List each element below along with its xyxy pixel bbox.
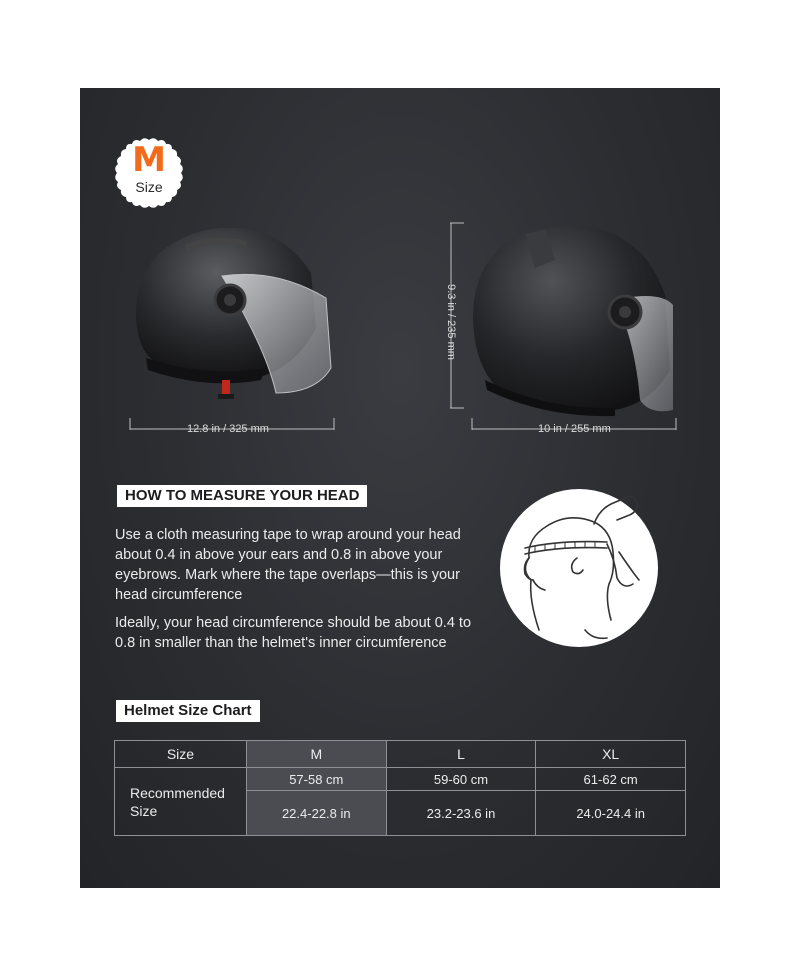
header-l: L [386, 741, 536, 768]
side-height-label: 9.3 in / 235 mm [445, 284, 457, 360]
cell-l-inch: 23.2-23.6 in [386, 791, 536, 836]
side-width-label: 10 in / 255 mm [538, 423, 611, 435]
helmet-front-image [126, 218, 336, 418]
table-header-row [115, 741, 686, 768]
product-size-panel [80, 88, 720, 888]
header-size: Size [115, 741, 247, 768]
measure-heading: HOW TO MEASURE YOUR HEAD [117, 485, 367, 507]
size-badge [112, 136, 186, 210]
row-label-recommended-size: Recommended Size [115, 768, 247, 836]
badge-word: Size [135, 179, 163, 195]
front-width-label: 12.8 in / 325 mm [187, 423, 269, 435]
cell-m-cm: 57-58 cm [246, 768, 386, 791]
measure-instructions: Use a cloth measuring tape to wrap around your head about 0.4 in above your ears and 0.8 in above your eyebrows. Mark where the tape overlaps—this is your head circumference [115, 527, 461, 603]
badge-letter: M [132, 140, 166, 180]
helmet-side-image [465, 220, 680, 420]
cell-xl-inch: 24.0-24.4 in [536, 791, 686, 836]
cell-m-inch: 22.4-22.8 in [246, 791, 386, 836]
header-xl: XL [536, 741, 686, 768]
header-m: M [246, 741, 386, 768]
size-chart-heading: Helmet Size Chart [116, 700, 260, 722]
head-measuring-illustration [499, 480, 659, 656]
table-row-cm [115, 768, 686, 791]
cell-xl-cm: 61-62 cm [536, 768, 686, 791]
measure-tip: Ideally, your head circumference should be about 0.4 to 0.8 in smaller than the helmet's inner circumference [115, 615, 472, 651]
cell-l-cm: 59-60 cm [386, 768, 536, 791]
size-chart-table [114, 740, 686, 836]
